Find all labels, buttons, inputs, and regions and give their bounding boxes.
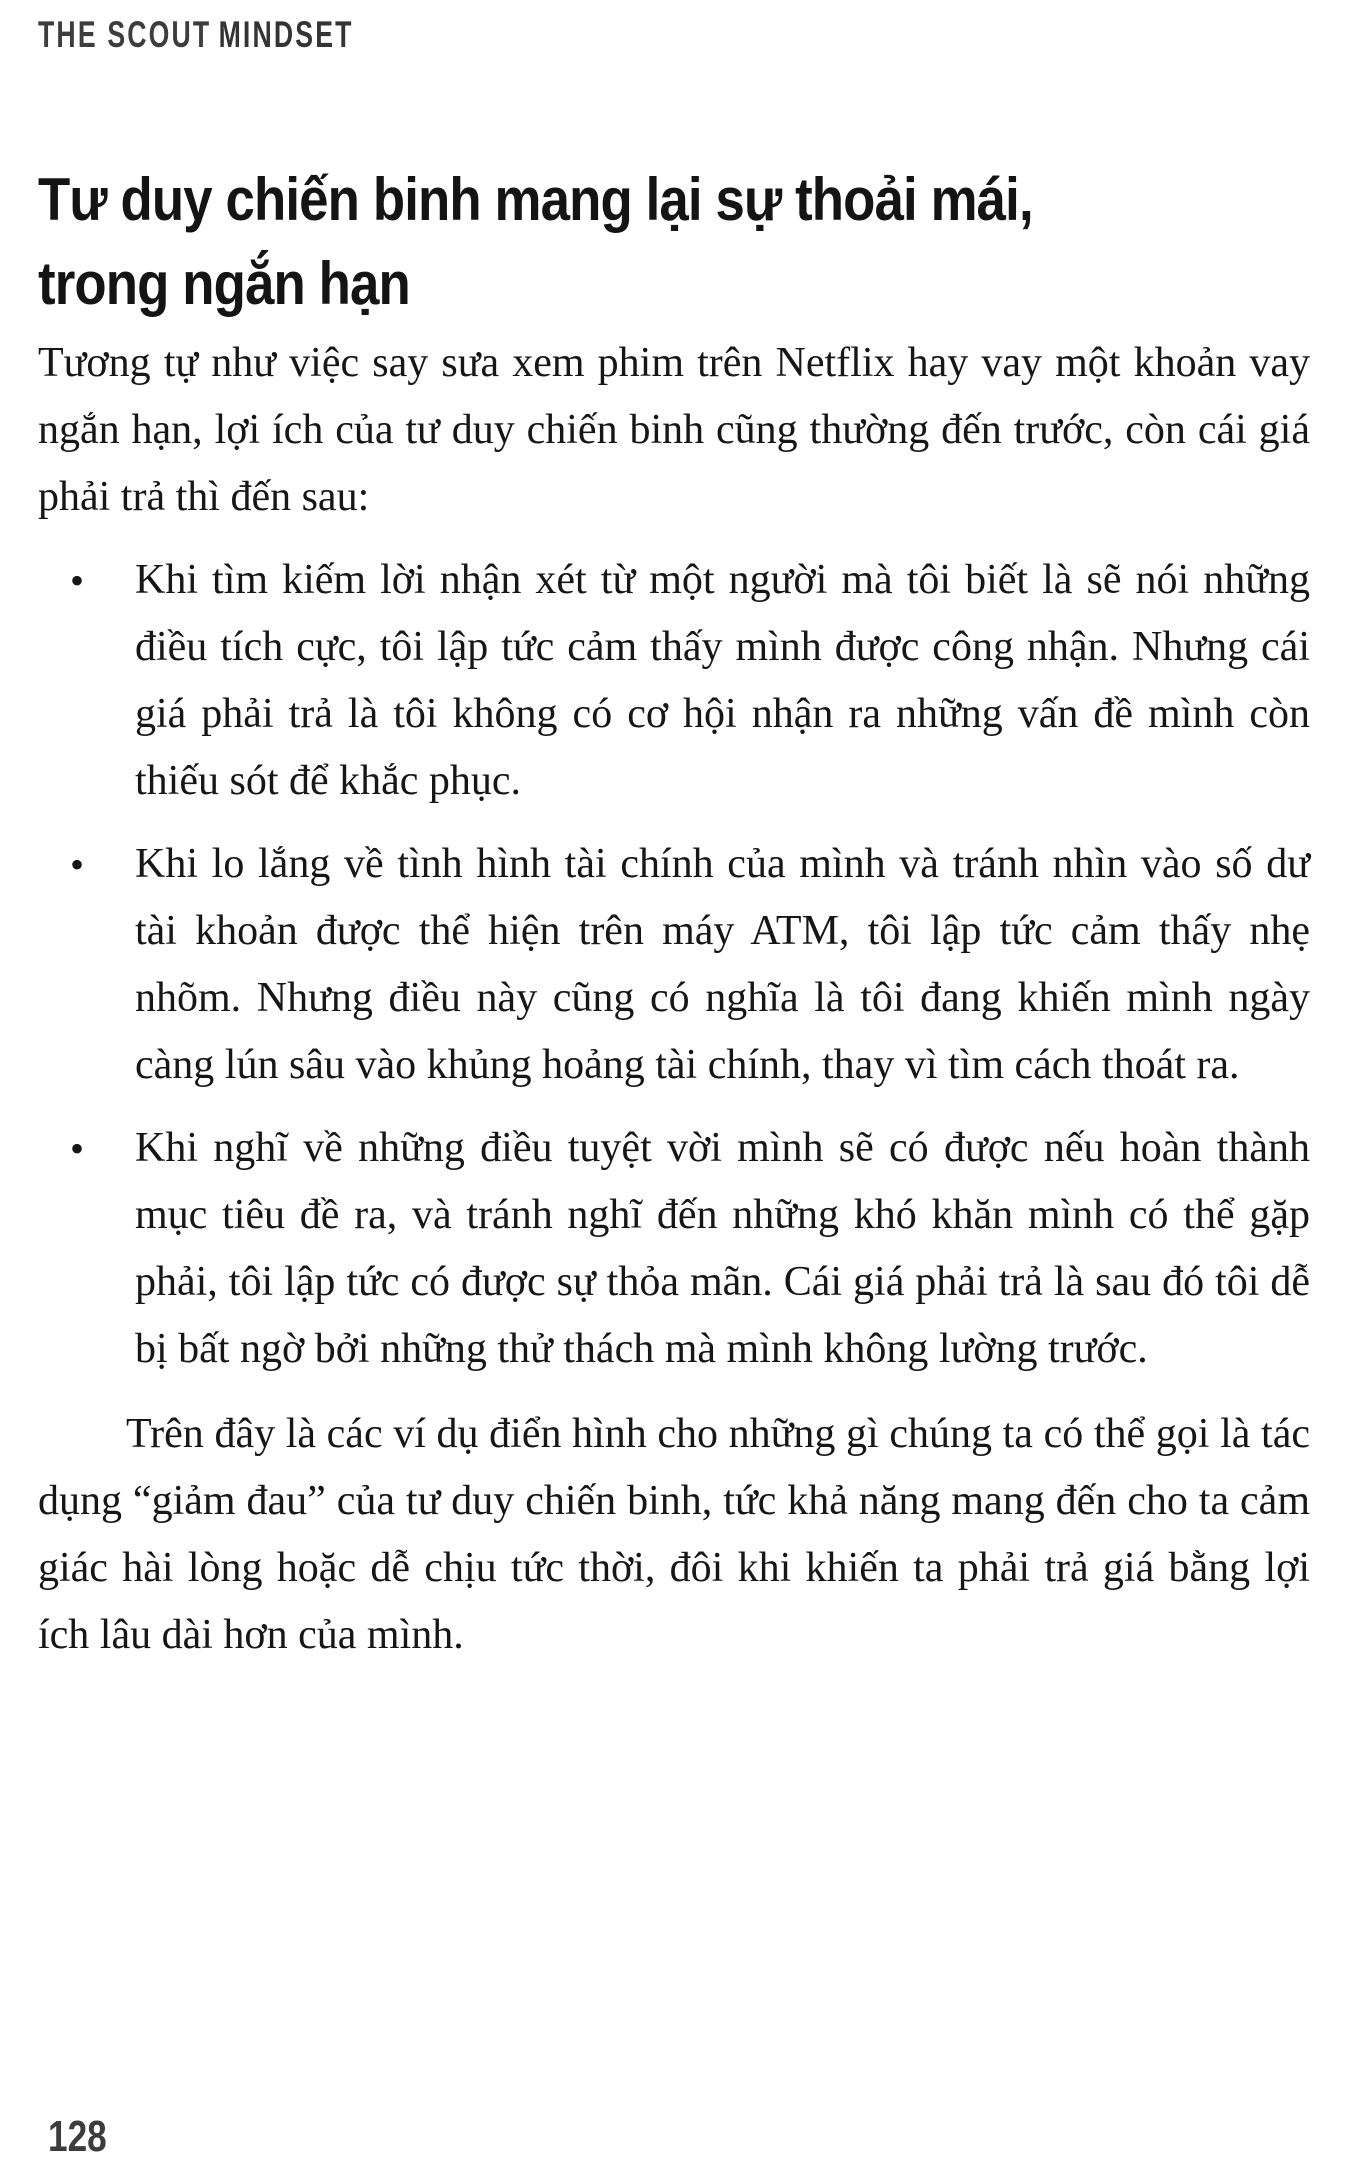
chapter-title-line2: trong ngắn hạn xyxy=(38,250,410,318)
bullet-text-feedback: Khi tìm kiếm lời nhận xét từ một người mà tôi biết là sẽ nói những điều tích cực, tôi lập tức cảm thấy mình được công nhận. Nhưng cái giá phải trả là tôi không có cơ hội nhận ra những vấn đề mình còn thiếu sót để khắc phục. xyxy=(135,557,1310,804)
chapter-title xyxy=(38,158,1270,326)
list-item xyxy=(38,547,1310,815)
page-number: 128 xyxy=(48,2112,107,2161)
intro-paragraph: Tương tự như việc say sưa xem phim trên Netflix hay vay một khoản vay ngắn hạn, lợi ích của tư duy chiến binh cũng thường đến trước, còn cái giá phải trả thì đến sau: xyxy=(38,340,1310,520)
list-item xyxy=(38,831,1310,1099)
closing-paragraph: Trên đây là các ví dụ điển hình cho những gì chúng ta có thể gọi là tác dụng “giảm đau” của tư duy chiến binh, tức khả năng mang đến cho ta cảm giác hài lòng hoặc dễ chịu tức thời, đôi khi khiến ta phải trả giá bằng lợi ích lâu dài hơn của mình. xyxy=(38,1411,1310,1658)
running-header-series-title: THE SCOUT xyxy=(38,14,212,55)
bullet-marker: • xyxy=(70,842,85,887)
running-header xyxy=(38,14,354,56)
body-text-column xyxy=(38,330,1310,1669)
chapter-title-line1: Tư duy chiến binh mang lại sự thoải mái, xyxy=(38,166,1033,234)
running-header-series-title-bold: MINDSET xyxy=(218,14,354,55)
list-item xyxy=(38,1115,1310,1383)
bullet-list xyxy=(38,547,1310,1383)
bullet-marker: • xyxy=(70,1126,85,1171)
bullet-text-goals: Khi nghĩ về những điều tuyệt vời mình sẽ có được nếu hoàn thành mục tiêu đề ra, và tránh nghĩ đến những khó khăn mình có thể gặp phải, tôi lập tức có được sự thỏa mãn. Cái giá phải trả là sau đó tôi dễ bị bất ngờ bởi những thử thách mà mình không lường trước. xyxy=(135,1125,1310,1372)
bullet-marker: • xyxy=(70,558,85,603)
bullet-text-finance: Khi lo lắng về tình hình tài chính của mình và tránh nhìn vào số dư tài khoản được thể hiện trên máy ATM, tôi lập tức cảm thấy nhẹ nhõm. Nhưng điều này cũng có nghĩa là tôi đang khiến mình ngày càng lún sâu vào khủng hoảng tài chính, thay vì tìm cách thoát ra. xyxy=(135,841,1310,1088)
